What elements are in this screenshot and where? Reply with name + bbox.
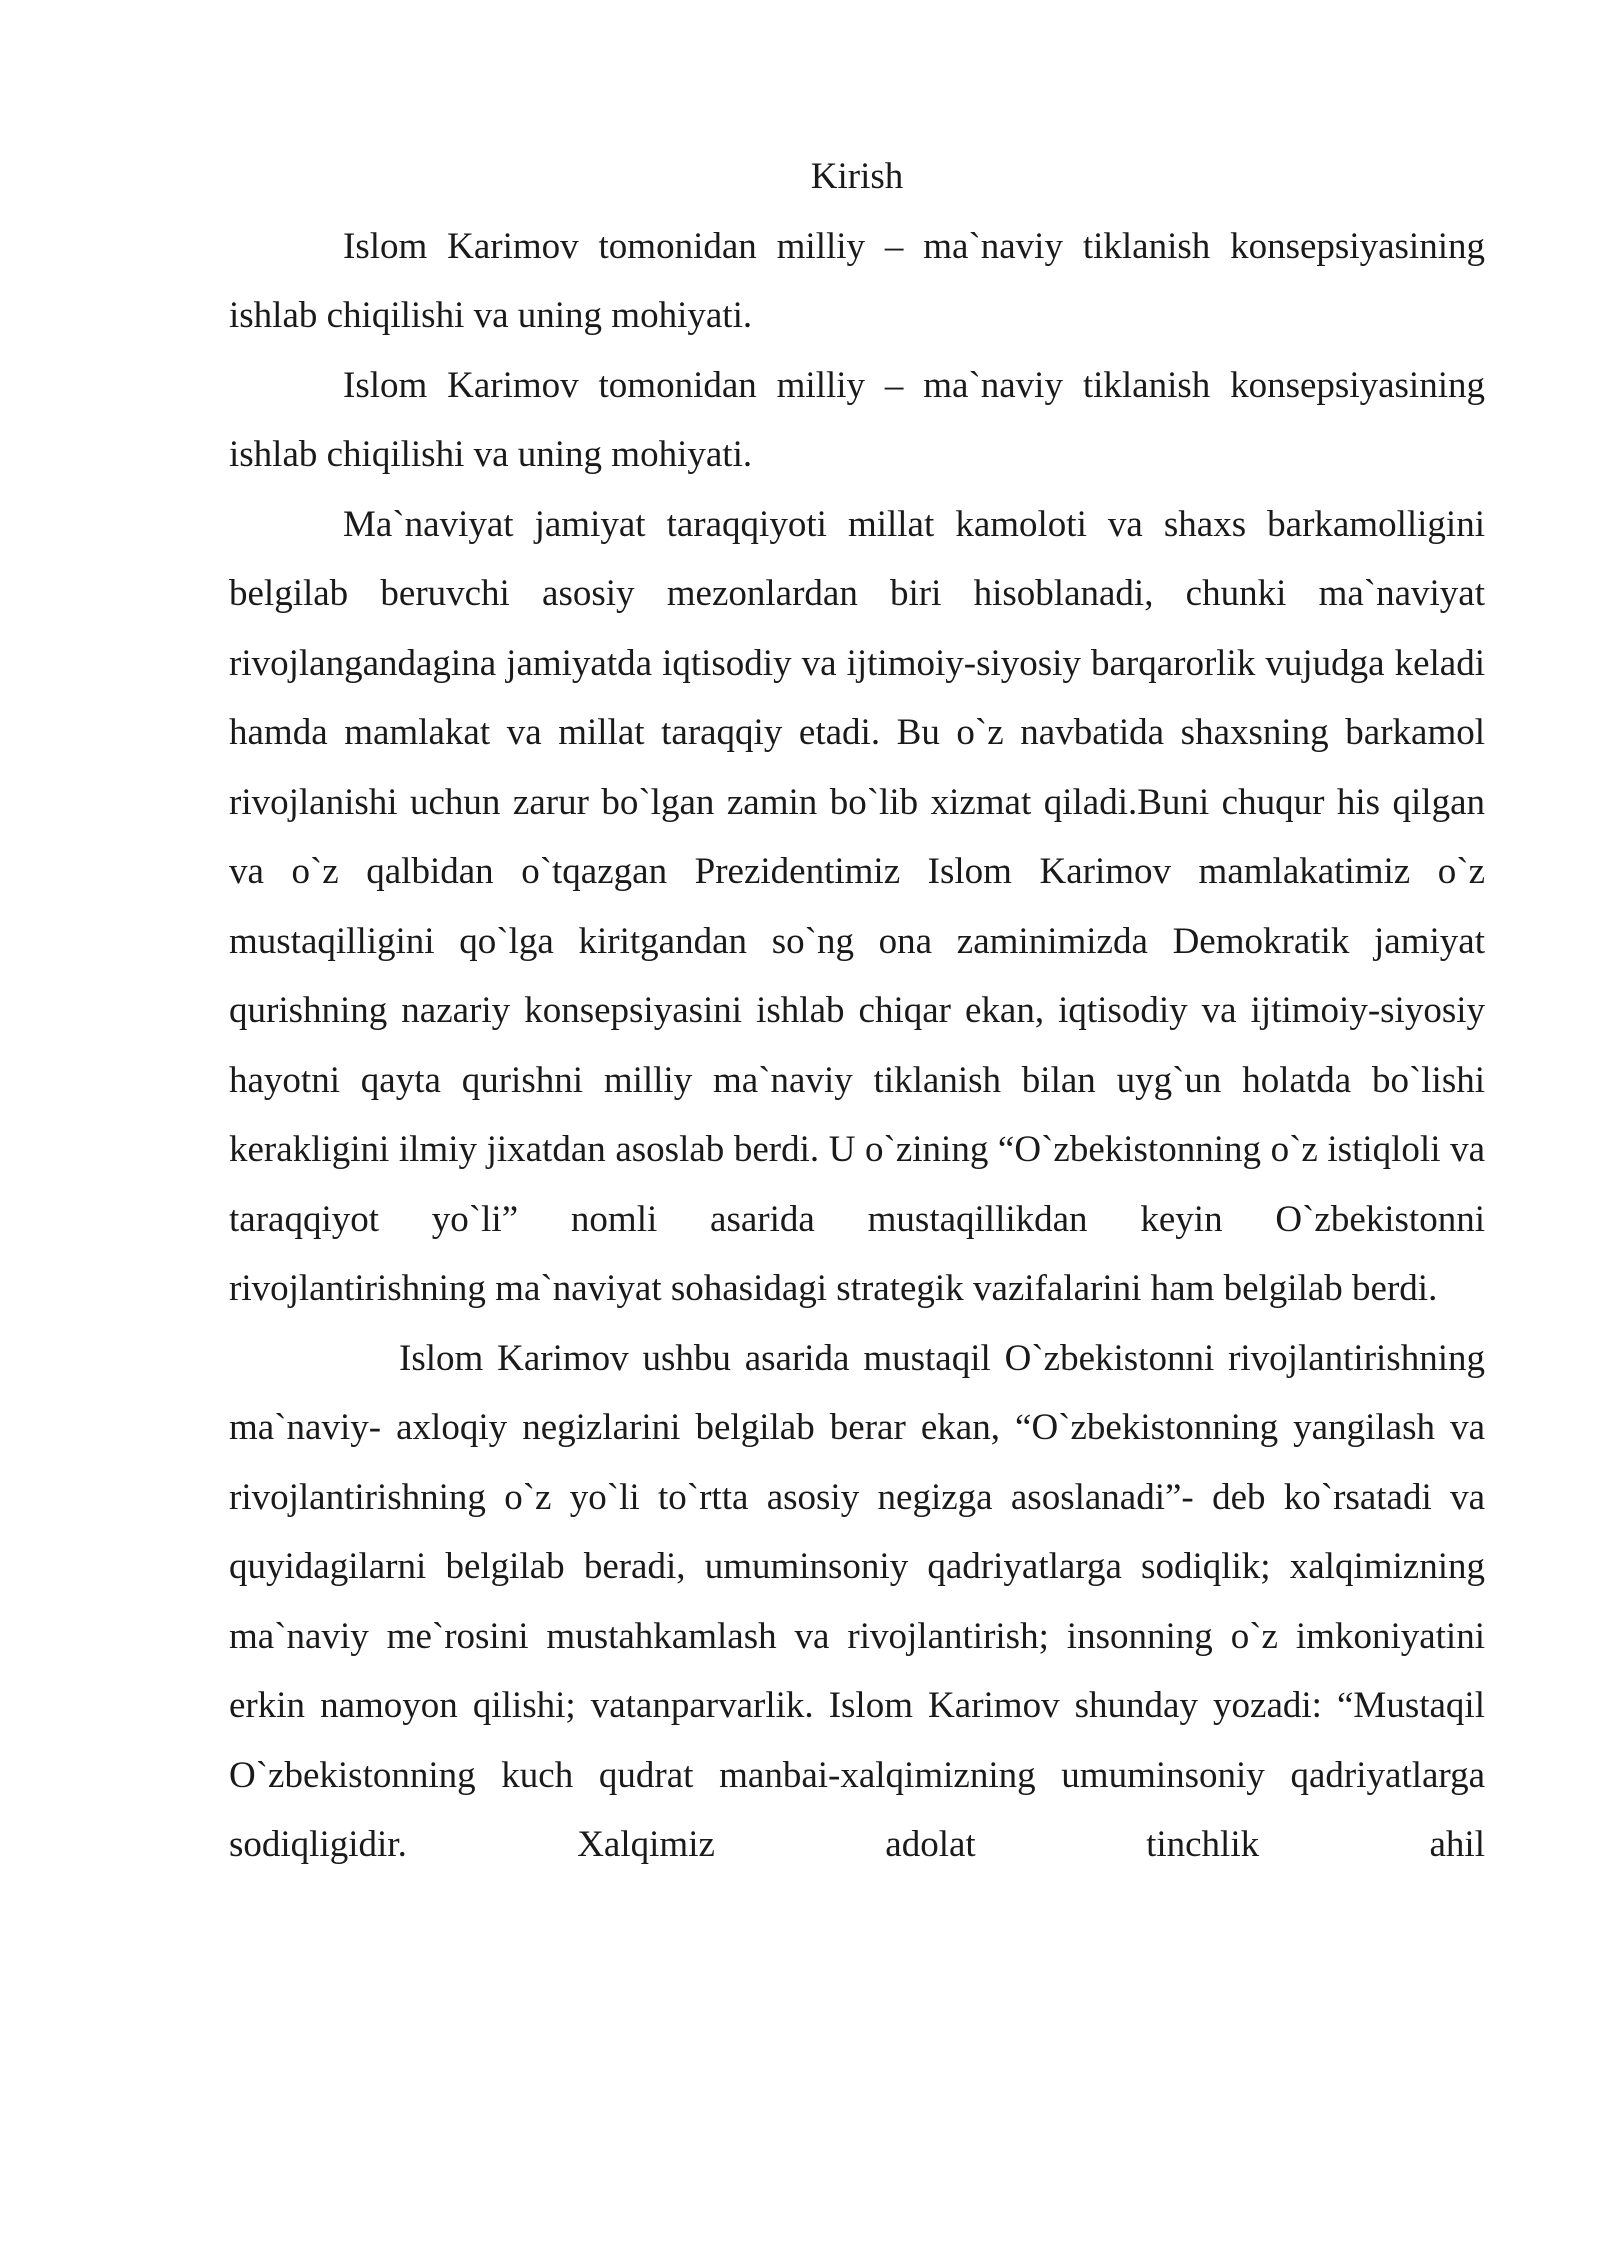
paragraph-4: Islom Karimov ushbu asarida mustaqil O`zbekistonni rivojlantirishning ma`naviy- axloqiy negizlarini belgilab berar ekan, “O`zbekistonning yangilash va rivojlantirishning o`z yo`li to`rtta asosiy negizga asoslanadi”- deb ko`rsatadi va quyidagilarni belgilab beradi, umuminsoniy qadriyatlarga sodiqlik; xalqimizning ma`naviy me`rosini mustahkamlash va rivojlantirish; insonning o`z imkoniyatini erkin namoyon qilishi; vatanparvarlik. Islom Karimov shunday yozadi: “Mustaqil O`zbekistonning kuch qudrat manbai-xalqimizning umuminsoniy qadriyatlarga sodiqligidir. Xalqimiz adolat tinchlik ahil [229, 1337, 1485, 1865]
paragraph-1: Islom Karimov tomonidan milliy – ma`naviy tiklanish konsepsiyasining ishlab chiqilishi va uning mohiyati. [229, 225, 1485, 336]
document-title: Kirish [810, 156, 904, 197]
document-body [229, 142, 1485, 1880]
paragraph-3: Ma`naviyat jamiyat taraqqiyoti millat kamoloti va shaxs barkamolligini belgilab beruvchi asosiy mezonlardan biri hisoblanadi, chunki ma`naviyat rivojlangandagina jamiyatda iqtisodiy va ijtimoiy-siyosiy barqarorlik vujudga keladi hamda mamlakat va millat taraqqiy etadi. Bu o`z navbatida shaxsning barkamol rivojlanishi uchun zarur bo`lgan zamin bo`lib xizmat qiladi.Buni chuqur his qilgan va o`z qalbidan o`tqazgan Prezidentimiz Islom Karimov mamlakatimiz o`z mustaqilligini qo`lga kiritgandan so`ng ona zaminimizda Demokratik jamiyat qurishning nazariy konsepsiyasini ishlab chiqar ekan, iqtisodiy va ijtimoiy-siyosiy hayotni qayta qurishni milliy ma`naviy tiklanish bilan uyg`un holatda bo`lishi kerakligini ilmiy jixatdan asoslab berdi. U o`zining “O`zbekistonning o`z istiqloli va taraqqiyot yo`li” nomli asarida mustaqillikdan keyin O`zbekistonni rivojlantirishning ma`naviyat sohasidagi strategik vazifalarini ham belgilab berdi. [229, 503, 1485, 1309]
paragraph-2: Islom Karimov tomonidan milliy – ma`naviy tiklanish konsepsiyasining ishlab chiqilishi va uning mohiyati. [229, 364, 1485, 475]
